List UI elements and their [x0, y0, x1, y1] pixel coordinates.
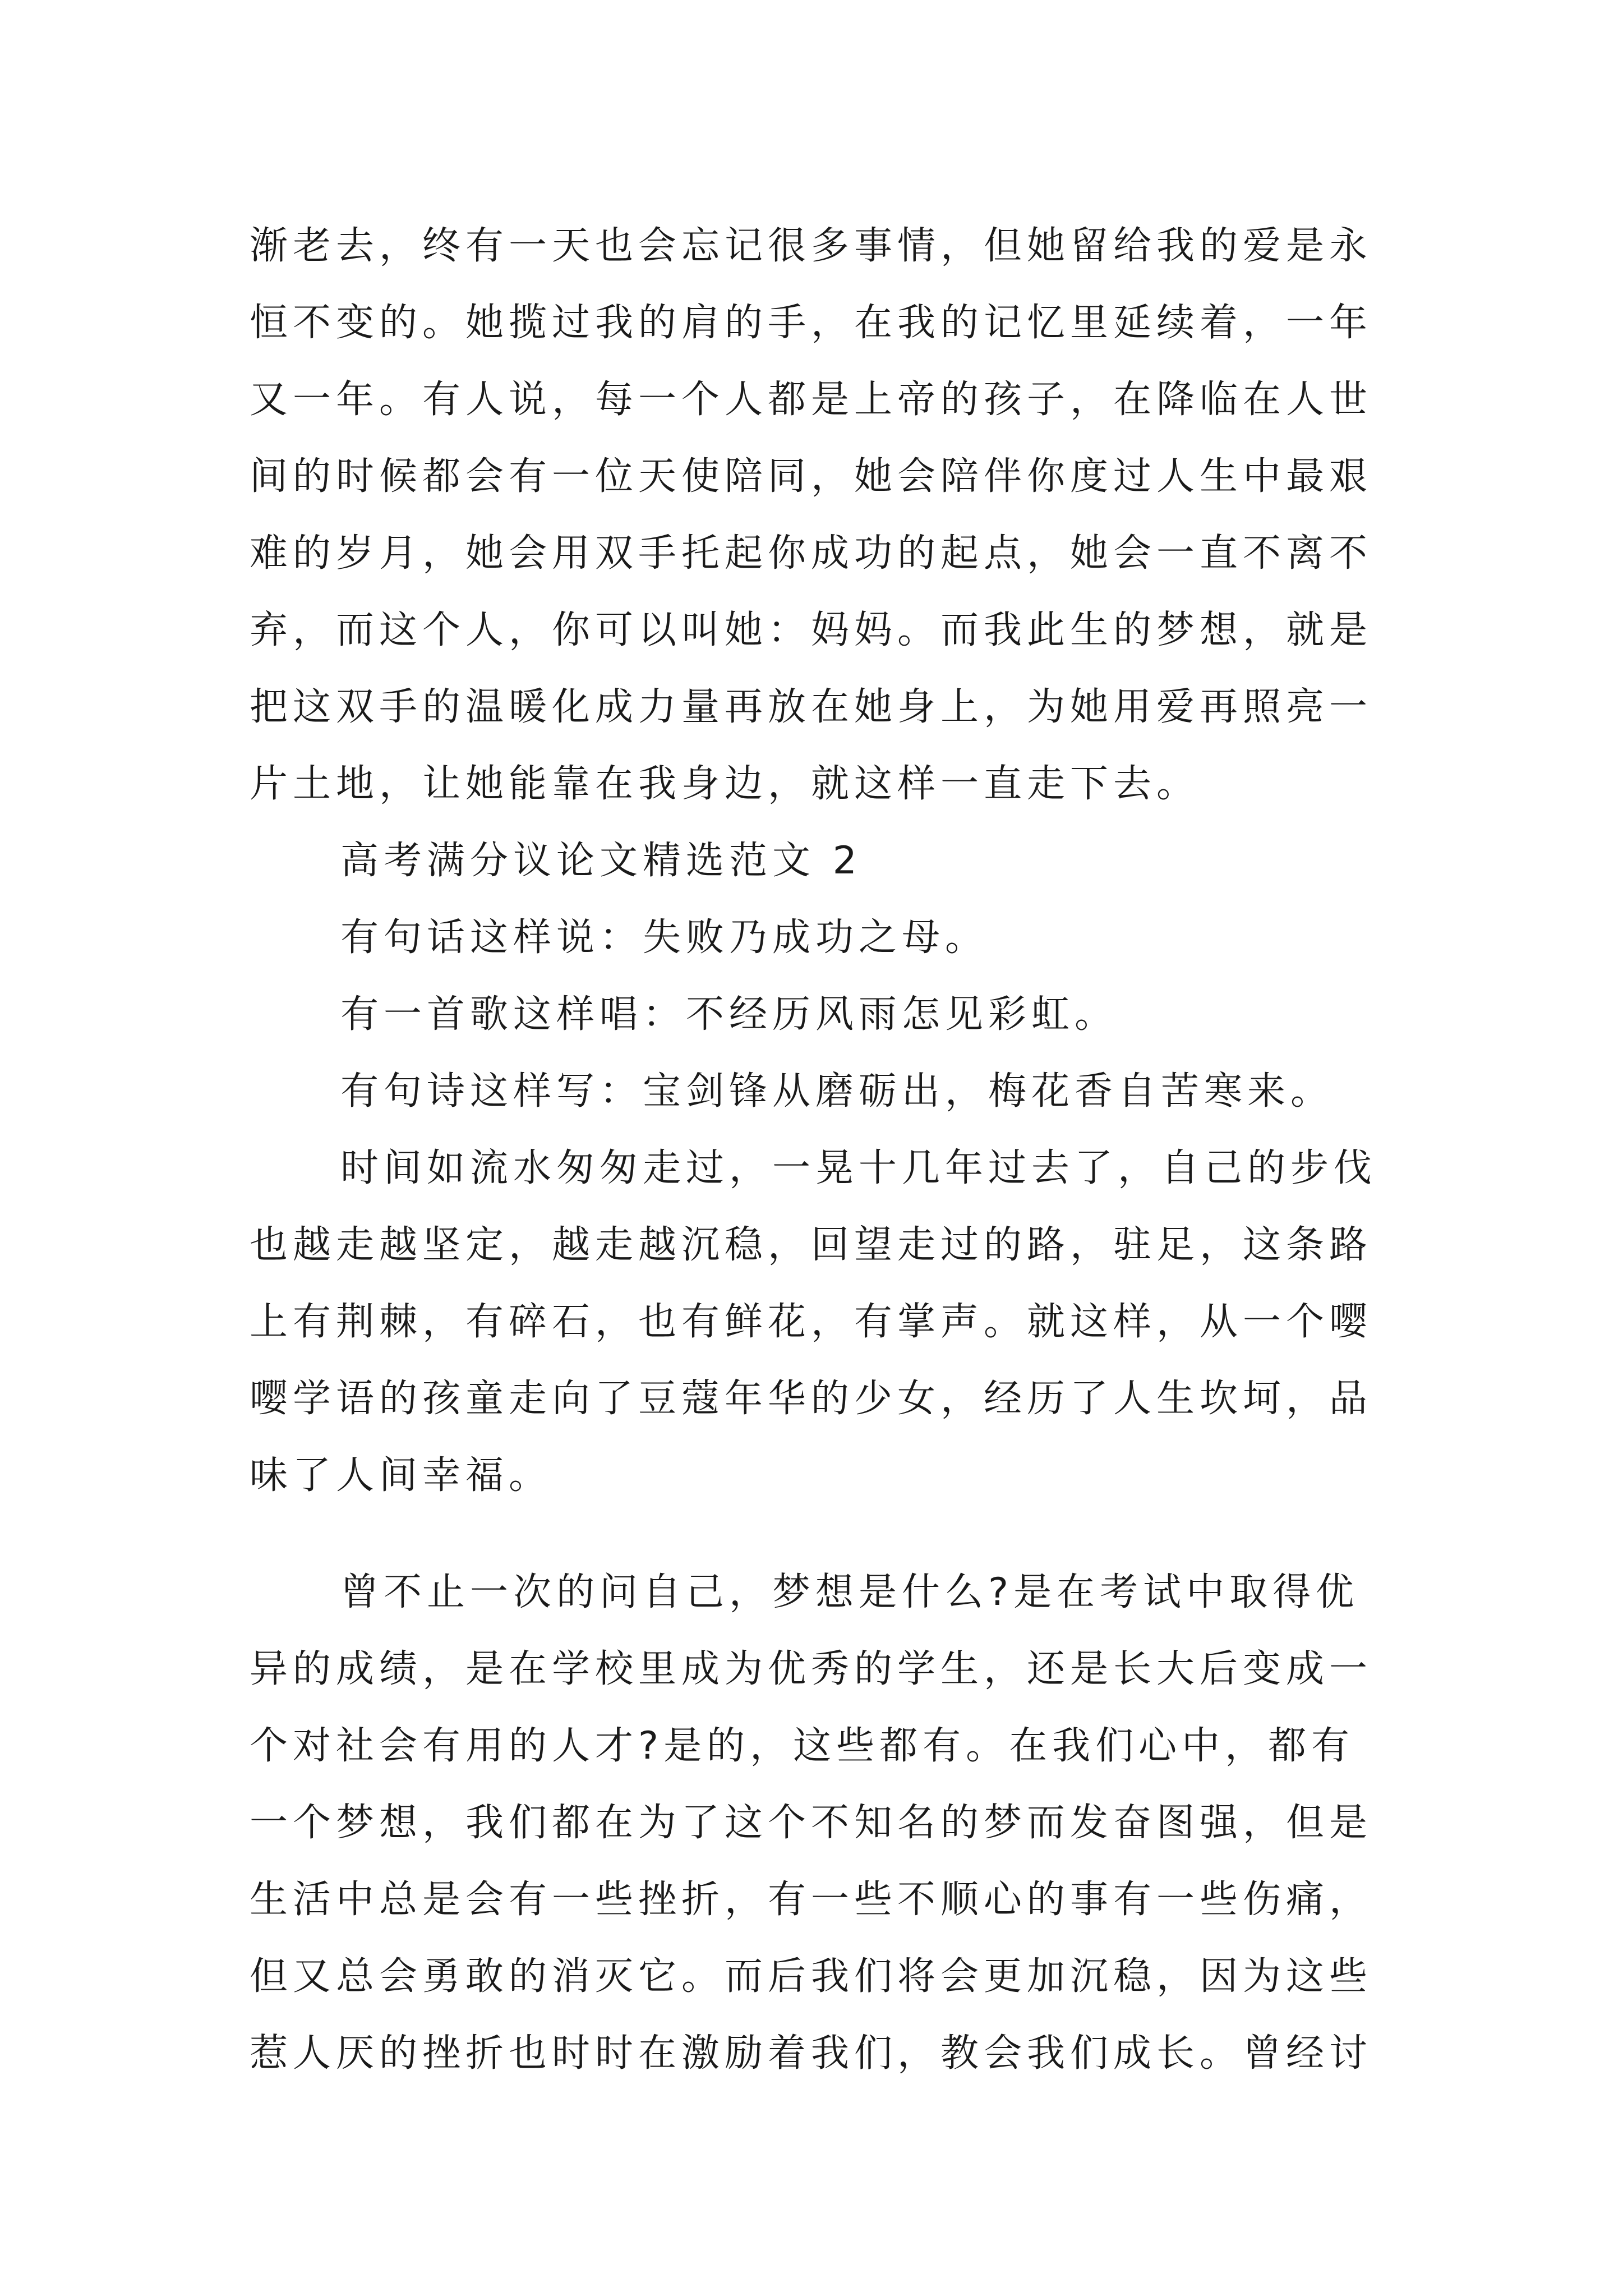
text-line: 个对社会有用的人才?是的，这些都有。在我们心中，都有 [250, 1724, 1355, 1768]
text-line: 上有荆棘，有碎石，也有鲜花，有掌声。就这样，从一个嘤 [250, 1300, 1373, 1344]
essay-heading: 高考满分议论文精选范文 2 [340, 839, 862, 883]
text-line: 片土地，让她能靠在我身边，就这样一直走下去。 [250, 762, 1200, 806]
text-line: 异的成绩，是在学校里成为优秀的学生，还是长大后变成一 [250, 1647, 1373, 1691]
paragraph-continuation [250, 208, 1399, 822]
text-line: 一个梦想，我们都在为了这个不知名的梦而发奋图强，但是 [250, 1801, 1373, 1845]
text-line: 又一年。有人说，每一个人都是上帝的孩子，在降临在人世 [250, 378, 1373, 422]
text-line: 弃，而这个人，你可以叫她：妈妈。而我此生的梦想，就是 [250, 608, 1373, 652]
text-line: 生活中总是会有一些挫折，有一些不顺心的事有一些伤痛， [250, 1878, 1373, 1922]
saying-line: 有句话这样说：失败乃成功之母。 [340, 915, 989, 960]
text-line: 也越走越坚定，越走越沉稳，回望走过的路，驻足，这条路 [250, 1223, 1373, 1267]
text-line: 难的岁月，她会用双手托起你成功的起点，她会一直不离不 [250, 531, 1373, 576]
text-line: 时间如流水匆匆走过，一晃十几年过去了，自己的步伐 [340, 1146, 1377, 1190]
paragraph-dream [250, 1554, 1399, 2092]
text-line: 嘤学语的孩童走向了豆蔻年华的少女，经历了人生坎坷，品 [250, 1377, 1373, 1421]
text-line: 味了人间幸福。 [250, 1453, 552, 1498]
text-line: 恒不变的。她揽过我的肩的手，在我的记忆里延续着，一年 [250, 301, 1373, 345]
text-line: 但又总会勇敢的消灭它。而后我们将会更加沉稳，因为这些 [250, 1954, 1373, 1999]
section-heading [250, 822, 1399, 899]
saying-line: 有句诗这样写：宝剑锋从磨砺出，梅花香自苦寒来。 [340, 1069, 1334, 1114]
text-line: 把这双手的温暖化成力量再放在她身上，为她用爱再照亮一 [250, 685, 1373, 729]
text-line: 曾不止一次的问自己，梦想是什么?是在考试中取得优 [340, 1570, 1359, 1614]
text-line: 渐老去，终有一天也会忘记很多事情，但她留给我的爱是永 [250, 224, 1373, 268]
sayings-list [250, 899, 1399, 1130]
text-line: 间的时候都会有一位天使陪同，她会陪伴你度过人生中最艰 [250, 454, 1373, 499]
paragraph-time [250, 1130, 1399, 1514]
saying-line: 有一首歌这样唱：不经历风雨怎见彩虹。 [340, 992, 1118, 1037]
text-line: 惹人厌的挫折也时时在激励着我们，教会我们成长。曾经讨 [250, 2031, 1373, 2076]
